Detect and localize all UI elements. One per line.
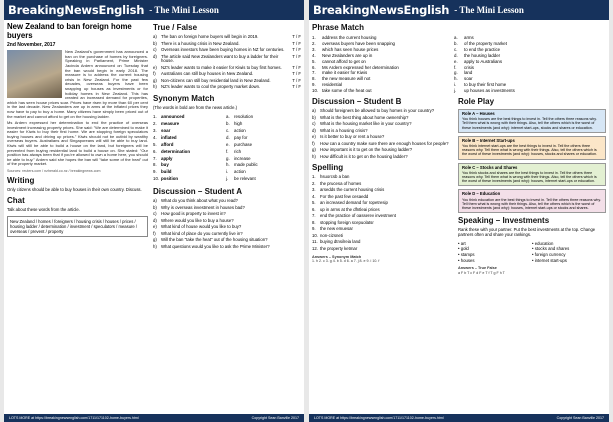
role-card-c: Role C – Stocks and Shares You think stocks and shares are the best things to invest in. Tell the others three reasons why. Tell them what is wrong with their things. Also, tell the others which is the worst of these investments (and why): houses, internet start-ups or education. [458,163,606,187]
list-item: 12. the property ketmar [312,245,358,251]
list-item: e) What kind of house would you like to buy? [153,224,242,230]
table-row: 10. take some of the heat out j. up houses as investments [312,88,515,93]
article-sources: Sources: reuters.com / nzherald.co.nz / breakingnews.com [7,169,101,174]
list-item: a) Should foreigners be allowed to buy homes in your country? [312,108,435,113]
article-title: New Zealand to ban foreign home buyers [7,23,132,40]
list-item: c) How good is property to invest in? [153,211,226,217]
chat-word-box: New Zealand / homes / foreigners / housing crisis / houses / prices / housing ladder / determination / investment / speculators / measure / overseas / prevent / property [7,216,148,237]
footer-bar [4,414,304,422]
speaking-intro: Rank these with your partner. Put the best investments at the top. Change partners often and share your rankings. [458,227,596,238]
synonym-heading: Synonym Match [153,94,215,104]
article-paragraph-1: New Zealand's government has announced a ban on the purchase of homes by foreigners. Speaking in Parliament, Prime Minister Jacinda Ardern announced on Tuesday that the ban would begin in early 2018. The measure is to address the current housing crisis in New Zealand. For the past few decades, overseas buyers have been snapping up houses as investments or for holiday homes in New Zealand. This has created an increased demand for properties, which has seen house prices soar. Prices have risen by more than 60 per cent in the last decade. New Zealanders are up in arms at the inflated prices they now have to pay to buy a home. Many citizens have simply been priced out of the market and cannot afford to get on the housing ladder. [7,49,148,119]
footer-bar [309,414,609,422]
list-item: h) How difficult is it to get on the housing ladder? [312,153,408,159]
table-row: 5. cannot afford to get on e. apply to Australians [312,58,503,64]
list-item: a) What do you think about what you read? [153,198,238,204]
list-item: b) There is a housing crisis in New Zealand. T / F [153,40,301,46]
list-item: b) Why is overseas investment in houses bad? [153,204,245,210]
phrase-match-section [312,23,606,93]
table-row: 2. measure b. high [153,121,243,127]
list-item: • foreign currency [532,252,566,258]
phrase-match-heading: Phrase Match [312,23,365,32]
table-row: 4. inflated d. pay for [153,134,248,140]
page-right [309,0,609,422]
chat-intro: Talk about these words from the article. [7,206,80,212]
header-bar [309,0,609,20]
list-item: 5. an increased demand for ropetresip [312,200,388,206]
article-photo [7,50,62,98]
article-date: 2nd November, 2017 [7,42,56,49]
list-item: • art [458,240,466,246]
list-item: 3. arsedds the current housing crisis [312,187,385,193]
list-item: g) How important is it to get on the housing ladder? [312,147,413,152]
table-row: 10. position j. be relevant [153,176,256,182]
table-row: 3. soar c. action [153,127,246,133]
chat-heading: Chat [7,195,25,205]
list-item: 1. hsuorcsb a ban [312,174,350,180]
header-subtitle: - The Mini Lesson [149,5,219,15]
list-item: d) What is a housing crisis? [312,127,368,133]
list-item: 10. non-cizsneti [312,232,343,238]
role-card-b: Role B – Internet Start-ups You think internet start-ups are the best things to invest in. Tell the others three reasons why. Tell them what is wrong with their things. Also, tell the others which is the worst of these investments (and why): houses, stocks and shares or education. [458,136,606,160]
list-item: 6. up in arms at the dfntleai prices [312,206,380,212]
table-row: 5. afford e. purchase [153,141,253,147]
list-item: c) What is the housing market like in your country? [312,121,412,126]
list-item: • education [532,240,554,246]
table-row: 3. which has seen house prices c. to end the practice [312,46,501,52]
footer-copyright: Copyright Sean Banville 2017 [251,416,299,420]
role-play-heading: Role Play [458,97,495,106]
article-paragraph-2: Ms Ardern expressed her determination to end the practice of overseas investment increasing property prices. She said: "We are determined to make it easier for Kiwis to buy their first home. We are stopping foreign speculators buying houses and driving up prices." Kiwis should not be outbid by wealthy overseas buyers. Australians and Singaporeans will still be able to buy land. Kiwis will still be able to build a house on the land, but foreigners will be prevented from buying residential land to build a house on. She stated: "Our position has always been that if you're allowed to own a home here, you should be able to buy." Ardern said she hopes the ban will "take some of the heat" out of the property market. [7,120,148,167]
list-item: d) The article said New Zealanders want to buy a ladder for their house. T / F [153,53,301,64]
list-item: c) Overseas investors have been buying homes in NZ for centuries. T / F [153,47,301,52]
exercise-column-2 [312,97,453,412]
table-row: 1. address the current housing a. arms [312,35,474,40]
table-row: 6. Ms Ardern expressed her determination f. crisis [312,64,474,70]
answers-true-false: Answers – True False a F b T c F d F e T f T g F h T [458,266,505,275]
list-item: 2. the prucesa of homes [312,180,362,186]
list-item: f) How can a country make sure there are enough houses for people? [312,140,449,146]
header-bar [4,0,304,20]
header-subtitle: - The Mini Lesson [454,5,524,15]
speaking-heading: Speaking – Investments [458,216,550,226]
list-item: • stamps [458,252,475,258]
page-left [4,0,304,422]
list-item: 11. buying dtnsilreia land [312,239,361,245]
list-item: f) Australians can still buy houses in New Zealand. T / F [153,71,301,77]
exercise-column-3 [458,97,606,412]
writing-heading: Writing [7,176,35,186]
student-a-heading: Discussion – Student A [153,187,243,197]
table-row: 7. apply g. increase [153,155,251,161]
table-row: 1. announced a. resolution [153,114,254,120]
list-item: g) Non-citizens can still buy residential land in New Zealand. T / F [153,77,301,83]
answers-synonym: Answers – Synonym Match 1. h 2. c 3. g 4. b 5. d 6. a 7. j 8. e 9. i 10. f [312,254,380,264]
list-item: h) NZ's leader wants to cool the property market down. T / F [153,84,301,90]
role-card-a: Role A – Houses You think houses are the best things to invest in. Tell the others three reasons why. Tell them what is wrong with their things. Also, tell the others which is the worst of these investments (and why): internet start-ups, stocks and shares or education. [458,109,606,133]
list-item: 9. the new emuesar [312,226,353,232]
spelling-heading: Spelling [312,163,344,173]
list-item: g) Will the ban "take the heat" out of the housing situation? [153,237,268,243]
list-item: e) NZ's leader wants to make it easier for Kiwis to buy first homes. T / F [153,64,301,70]
list-item: • gold [458,246,469,252]
exercise-column-1 [153,23,301,412]
true-false-heading: True / False [153,23,198,32]
list-item: f) What kind of place do you currently live in? [153,230,243,236]
list-item: • houses [458,257,475,263]
article-body [7,50,148,167]
table-row: 6. determination f. rich [153,148,242,154]
brand-title: BreakingNewsEnglish [313,3,450,17]
table-row: 2. overseas buyers have been snapping b. of the property market [312,40,507,46]
footer-link[interactable]: LOTS MORE at https://breakingnewsenglish.com/1711/171102-home-buyers.html [314,416,444,420]
list-item: d) Where would you like to buy a house? [153,217,234,223]
table-row: 8. the new measure will not h. soar [312,76,473,82]
list-item: h) What questions would you like to ask the Prime Minister? [153,243,270,249]
synonym-note: (The words in bold are from the news article.) [153,105,238,111]
table-row: 7. make it easier for Kiwis g. land [312,70,473,76]
speaking-list [458,241,606,263]
table-row: 8. buy h. made public [153,162,258,168]
list-item: 8. stopping foreign scepuolatsr [312,219,374,225]
table-row: 9. build i. action [153,169,246,175]
writing-task: Only citizens should be able to buy houses in their own country. Discuss. [7,187,142,193]
list-item: e) Is it better to buy or rent a house? [312,134,385,139]
footer-link[interactable]: LOTS MORE at https://breakingnewsenglish.com/1711/171102-home-buyers.html [9,416,139,420]
student-b-heading: Discussion – Student B [312,97,402,106]
true-false-list [153,35,301,90]
brand-title: BreakingNewsEnglish [8,3,145,17]
article-column [7,23,148,412]
list-item: 4. For the past few cesaedd [312,193,369,199]
list-item: • stocks and shares [532,246,570,252]
list-item: a) The ban on foreign home buyers will begin in 2019. T / F [153,34,301,39]
table-row: 4. New Zealanders are up in d. the housing ladder [312,52,501,58]
role-card-d: Role D – Education You think education are the best things to invest in. Tell the others three reasons why. Tell them what is wrong with their things. Also, tell the others which is the worst of these investments (and why): houses, internet start-ups or stocks and shares. [458,189,606,213]
footer-copyright: Copyright Sean Banville 2017 [556,416,604,420]
list-item: 7. end the practice of oasserev investment [312,213,396,219]
list-item: • internet start-ups [532,257,567,263]
list-item: b) What is the best thing about home ownership? [312,114,409,120]
table-row: 9. residential i. to buy their first home [312,82,507,88]
